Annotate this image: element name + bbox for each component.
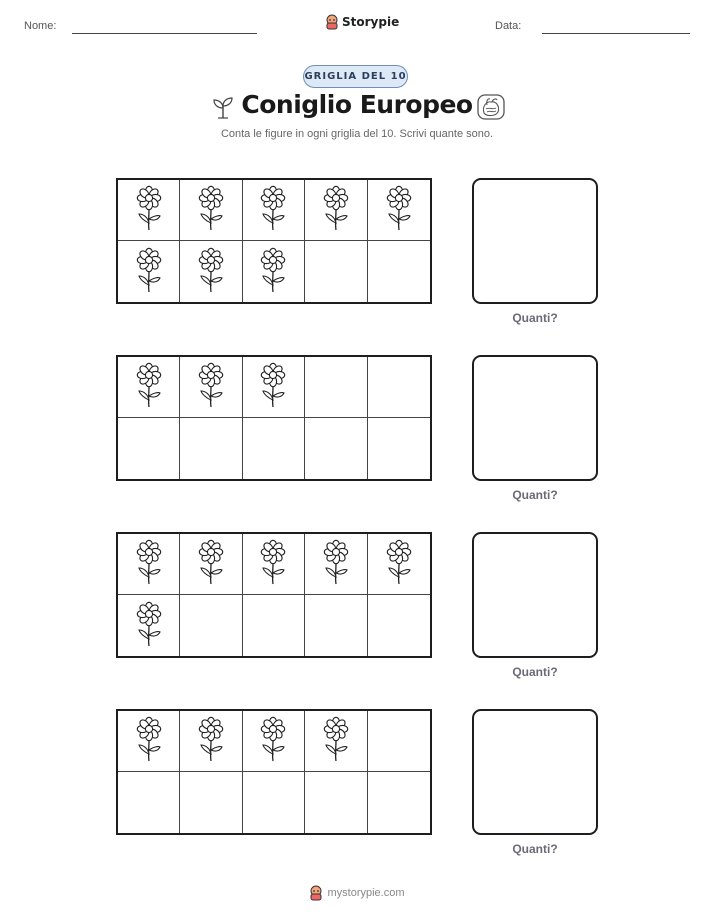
sprout-icon xyxy=(210,94,236,120)
ten-frame-cell xyxy=(243,772,305,833)
ten-frame-cell xyxy=(243,595,305,656)
name-line[interactable] xyxy=(72,33,257,34)
ten-frame-cell xyxy=(180,595,242,656)
ten-frame-cell xyxy=(118,534,180,595)
answer-box[interactable] xyxy=(472,532,598,658)
answer-box[interactable] xyxy=(472,355,598,481)
flower-icon xyxy=(134,601,164,651)
brand-logo xyxy=(325,14,399,30)
ten-frame-cell xyxy=(368,241,430,302)
storypie-mascot-icon xyxy=(325,14,339,30)
answer-box[interactable] xyxy=(472,178,598,304)
ten-frame-cell xyxy=(118,595,180,656)
flower-icon xyxy=(134,362,164,412)
ten-frame-cell xyxy=(305,241,367,302)
ten-frame-cell xyxy=(305,357,367,418)
ten-frame-cell xyxy=(243,357,305,418)
flower-icon xyxy=(134,247,164,297)
ten-frame-cell xyxy=(243,180,305,241)
flower-icon xyxy=(258,185,288,235)
ten-frame-cell xyxy=(180,534,242,595)
ten-frame-cell xyxy=(305,418,367,479)
flower-icon xyxy=(321,539,351,589)
flower-icon xyxy=(196,539,226,589)
instructions: Conta le figure in ogni griglia del 10. Scrivi quante sono. xyxy=(220,128,494,140)
brand-name: Storypie xyxy=(342,15,400,29)
ten-frame-cell xyxy=(368,180,430,241)
name-label: Nome: xyxy=(24,20,57,32)
ten-frame-cell xyxy=(243,711,305,772)
flower-icon xyxy=(196,247,226,297)
flower-icon xyxy=(258,362,288,412)
ten-frame xyxy=(116,355,432,481)
flower-icon xyxy=(196,362,226,412)
date-label: Data: xyxy=(495,20,522,32)
flower-icon xyxy=(258,539,288,589)
ten-frame-cell xyxy=(368,418,430,479)
ten-frame-cell xyxy=(118,418,180,479)
date-line[interactable] xyxy=(542,33,690,34)
ten-frame-cell xyxy=(368,357,430,418)
flower-icon xyxy=(384,539,414,589)
question-label: Quanti? xyxy=(512,488,558,502)
ten-frame-cell xyxy=(305,180,367,241)
footer xyxy=(0,885,714,901)
ten-frame-cell xyxy=(118,357,180,418)
ten-frame-cell xyxy=(180,241,242,302)
ten-frame-cell xyxy=(368,534,430,595)
ten-frame-cell xyxy=(118,711,180,772)
ten-frame-cell xyxy=(305,534,367,595)
worksheet-type-badge: GRIGLIA DEL 10 xyxy=(303,65,408,88)
ten-frame-cell xyxy=(180,180,242,241)
flower-icon xyxy=(258,247,288,297)
flower-icon xyxy=(384,185,414,235)
flower-icon xyxy=(321,185,351,235)
ten-frame-cell xyxy=(180,418,242,479)
ten-frame-cell xyxy=(368,595,430,656)
ten-frame-cell xyxy=(305,595,367,656)
ten-frame-cell xyxy=(180,357,242,418)
ten-frame-cell xyxy=(118,241,180,302)
flower-icon xyxy=(258,716,288,766)
ten-frame xyxy=(116,709,432,835)
ten-frame-cell xyxy=(305,711,367,772)
ten-frame-cell xyxy=(118,180,180,241)
ten-frame-cell xyxy=(243,534,305,595)
ten-frame-cell xyxy=(118,772,180,833)
question-label: Quanti? xyxy=(512,665,558,679)
ten-frame-cell xyxy=(368,711,430,772)
storypie-mascot-icon xyxy=(309,885,323,901)
rabbit-emblem-icon xyxy=(476,93,506,121)
ten-frame-cell xyxy=(243,241,305,302)
ten-frame-cell xyxy=(368,772,430,833)
ten-frame-cell xyxy=(243,418,305,479)
question-label: Quanti? xyxy=(512,311,558,325)
flower-icon xyxy=(196,185,226,235)
ten-frame xyxy=(116,178,432,304)
answer-box[interactable] xyxy=(472,709,598,835)
footer-url: mystorypie.com xyxy=(327,887,405,899)
page-title: Coniglio Europeo xyxy=(241,90,473,119)
flower-icon xyxy=(134,539,164,589)
flower-icon xyxy=(134,716,164,766)
ten-frame xyxy=(116,532,432,658)
flower-icon xyxy=(134,185,164,235)
ten-frame-cell xyxy=(305,772,367,833)
question-label: Quanti? xyxy=(512,842,558,856)
ten-frame-cell xyxy=(180,772,242,833)
flower-icon xyxy=(321,716,351,766)
flower-icon xyxy=(196,716,226,766)
ten-frame-cell xyxy=(180,711,242,772)
